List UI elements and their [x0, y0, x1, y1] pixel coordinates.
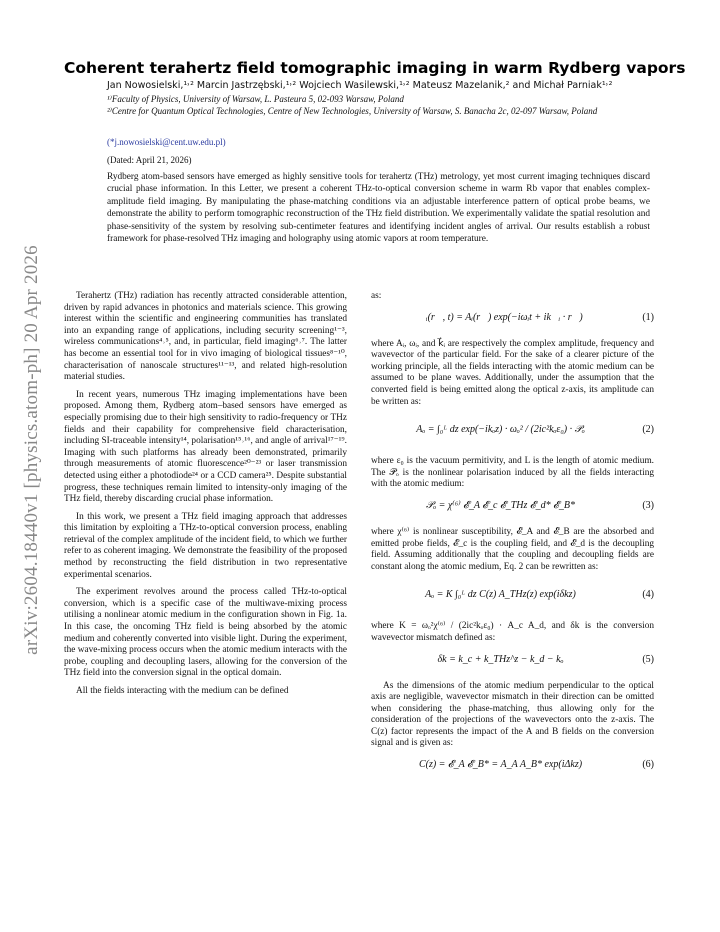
abstract: Rydberg atom-based sensors have emerged as highly sensitive tools for terahertz (THz) metrology, yet most current imaging techniques discard crucial phase information. In this Letter, we present a coherent THz-to-optical conversion scheme in warm Rb vapor that enables complex-amplitude field imaging. By manipulating the phase-matching conditions via an adjustable interference pattern of optical probe beams, we demonstrate the ability to perform tomographic reconstruction of the THz field distribution. We experimentally validate the spatial resolution and phase-sensitivity of the system by resolving sub-centimeter features and identifying incident angles of arrival. Our results establish a robust framework for phase-resolved THz imaging and holography using atomic vapors at room temperature.: [107, 172, 650, 245]
equation-4: [371, 579, 654, 613]
equation-5-number: (5): [642, 653, 654, 665]
equation-2-body: Aₒ = ∫₀ᴸ dz exp(−ikₒz) · ωₒ² / (2ic²kₒε₀) · 𝒫ₒ: [416, 424, 585, 436]
equation-2-number: (2): [642, 424, 654, 436]
affiliation-2: ²⁾Centre for Quantum Optical Technologies, Centre of New Technologies, University of Warsaw, S. Banacha 2c, 02-097 Warsaw, Poland: [107, 106, 598, 116]
equation-1-body: 𝓔ᵢ(r⃗, t) = Aᵢ(r⃗) exp(−iωᵢt + ik⃗ᵢ · r⃗): [418, 311, 583, 323]
equation-2: [371, 414, 654, 448]
author-list: Jan Nowosielski,¹˒² Marcin Jastrzębski,¹˒² Wojciech Wasilewski,¹˒² Mateusz Mazelanik,² and Michał Parniak¹˒²: [107, 80, 613, 91]
left-column: [64, 291, 347, 704]
arxiv-identifier-sidebar: [12, 230, 52, 670]
intro-paragraph-1: Terahertz (THz) radiation has recently attracted considerable attention, driven by rapid advances in photonics and materials science. This growing interest within the scientific and engineering communities has translated into an expanding range of applications, including security screening¹⁻³, wireless communications⁴˒⁵, and, in particular, field imaging⁶˒⁷. The latter has become an essential tool for in vivo imaging of biological tissues⁸⁻¹⁰, characterisation of nanoscale structures¹¹⁻¹³, and related high-resolution material studies.: [64, 291, 347, 383]
intro-paragraph-5: All the fields interacting with the medium can be defined: [76, 686, 289, 696]
paper-title: Coherent terahertz field tomographic imaging in warm Rydberg vapors: [64, 59, 686, 77]
equation-4-number: (4): [642, 589, 654, 601]
text-after-eq5: As the dimensions of the atomic medium perpendicular to the optical axis are negligible, wavevector mismatch in their direction can be omitted when considering the phase-matching, thus allowing only for the consideration of the projections of the wavevectors onto the z-axis. The C(z) factor represents the impact of the A and B fields on the conversion signal and is given as:: [371, 680, 654, 749]
intro-paragraph-2: In recent years, numerous THz imaging implementations have been proposed. Among them, Rydberg atom–based sensors have emerged as especially promising due to their high sensitivity to radio-frequency or THz fields and their capability for comprehensive field characterisation, including SI-traceable intensity¹⁴, polarisation¹⁵˒¹⁶, and angle of arrival¹⁷⁻¹⁹. Imaging with such platforms has already been demonstrated, primarily through measurements of atomic fluorescence²⁰⁻²³ or laser transmission detected using either a photodiode²⁴ or a CCD camera²⁵. Despite substantial progress, these techniques remain limited to intensity-only imaging of the THz field, thereby discarding crucial phase information.: [64, 389, 347, 505]
equation-5-body: δk = k_c + k_THz^z − k_d − kₒ: [437, 653, 564, 665]
equation-3-body: 𝒫ₒ = χ⁽⁶⁾ 𝓔_A 𝓔_c 𝓔_THz 𝓔_d* 𝓔_B*: [426, 499, 575, 511]
corresponding-email-link[interactable]: (*j.nowosielski@cent.uw.edu.pl): [107, 137, 226, 147]
text-after-eq4: where K = ωₒ²χ⁽⁶⁾ / (2ic²kₒε₀) · A_c A_d, and δk is the conversion wavevector mismatch defined as:: [371, 621, 654, 643]
text-after-eq1: where Aᵢ, ωᵢ, and k⃗ᵢ are respectively the complex amplitude, frequency and wavevector of the particular field. For the sake of a clearer picture of the working principle, all the fields interacting with the atomic medium can be assumed to be plane waves. Additionally, under the assumption that the converted field is being emitted along the optical z-axis, its amplitude can be written as:: [371, 338, 654, 407]
text-after-eq2: where ε₀ is the vacuum permitivity, and L is the length of atomic medium. The 𝒫ₒ is the nonlinear polarisation induced by all the fields interacting with the atomic medium:: [371, 456, 654, 490]
equation-4-body: Aₒ = K ∫₀ᴸ dz C(z) A_THz(z) exp(iδkz): [425, 589, 576, 601]
text-after-eq3: where χ⁽⁶⁾ is nonlinear susceptibility, 𝓔_A and 𝓔_B are the absorbed and emitted probe fields, 𝓔_c is the coupling field, and 𝓔_d is the decoupling field. Assuming additionally that the coupling and decoupling fields are constant along the atomic medium, Eq. 2 can be rewritten as:: [371, 526, 654, 572]
affiliation-1: ¹⁾Faculty of Physics, University of Warsaw, L. Pasteura 5, 02-093 Warsaw, Poland: [107, 94, 404, 104]
date-line: (Dated: April 21, 2026): [107, 155, 192, 165]
arxiv-id-text: arXiv:2604.18440v1 [physics.atom-ph] 20 Apr 2026: [21, 245, 42, 655]
equation-6-body: C(z) = 𝓔_A 𝓔_B* = A_A A_B* exp(iΔkz): [418, 759, 583, 771]
equation-1-number: (1): [642, 311, 654, 323]
text-as: as:: [371, 291, 382, 301]
equation-3: [371, 497, 654, 519]
equation-3-number: (3): [642, 499, 654, 511]
right-column: [371, 291, 654, 786]
equation-5: [371, 651, 654, 673]
equation-6-number: (6): [642, 759, 654, 771]
intro-paragraph-3: In this work, we present a THz field imaging approach that addresses this limitation by exploiting a THz-to-optical conversion process, enabling retrieval of the complex amplitude of the incident field, to which we further refer to as coherent imaging. We demonstrate the feasibility of the proposed method by reconstructing the field distribution in two representative experimental scenarios.: [64, 511, 347, 580]
equation-1: [371, 309, 654, 331]
equation-6: [371, 756, 654, 778]
intro-paragraph-4: The experiment revolves around the process called THz-to-optical conversion, which is a specific case of the multiwave-mixing process utilising a nonlinear atomic medium in the configuration shown in Fig. 1a. In this case, the oncoming THz field is being absorbed by the atomic medium and coherently converted into visible light. During the experiment, the wave-mixing process occurs when the atomic medium interacts with the probe, coupling and decoupling lasers, allowing for the conversion of the THz field into the conversion signal in the optical domain.: [64, 587, 347, 679]
